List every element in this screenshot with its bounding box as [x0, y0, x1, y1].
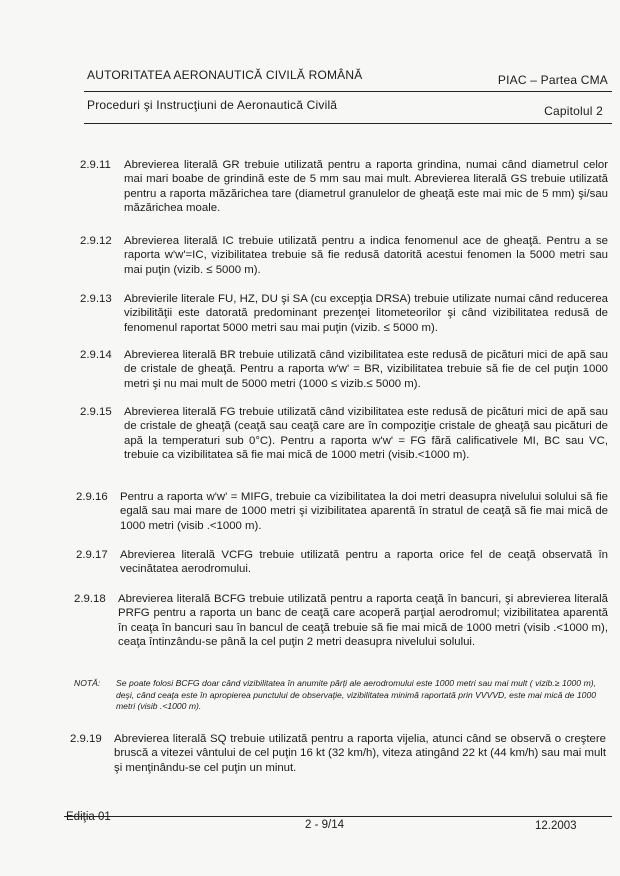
- note-label: NOTĂ:: [74, 678, 101, 688]
- paragraph-number: 2.9.11: [80, 159, 111, 171]
- note-block: [74, 678, 596, 713]
- paragraph-number: 2.9.16: [76, 491, 108, 503]
- paragraph-text: Abrevierile literale FU, HZ, DU şi SA (cu excepţia DRSA) trebuie utilizate numai când reducerea vizibilităţii este datorată predominant prezenţei litometeorilor şi când vizibilitatea redusă de fenomenul raportat 5000 metri sau mai puţin (vizib. ≤ 5000 m).: [124, 293, 608, 334]
- paragraph-number: 2.9.19: [70, 733, 102, 745]
- header-subtitle: Proceduri şi Instrucţiuni de Aeronautică Civilă: [87, 98, 338, 112]
- paragraph-number: 2.9.13: [80, 293, 112, 305]
- paragraph-2-9-17: [76, 548, 608, 577]
- paragraph-number: 2.9.17: [76, 549, 108, 561]
- header-publication: PIAC – Partea CMA: [497, 73, 608, 87]
- paragraph-number: 2.9.15: [80, 406, 112, 418]
- note-text: Se poate folosi BCFG doar când vizibilitatea în anumite părţi ale aerodromului este 1000 metri sau mai mult ( vizib.≥ 1000 m), deşi, când ceaţa este în apropierea punctului de observaţie, vizibilitatea minimă raportată prin VVVVD, este mai mică de 1000 metri (visib .<1000 m).: [116, 678, 596, 712]
- footer-date: 12.2003: [535, 820, 577, 832]
- header-authority: AUTORITATEA AERONAUTICĂ CIVILĂ ROMÂNĂ: [87, 68, 363, 82]
- paragraph-2-9-12: [80, 234, 608, 277]
- paragraph-2-9-11: [80, 158, 608, 215]
- footer-divider: [64, 816, 612, 817]
- paragraph-text: Abrevierea literală SQ trebuie utilizată pentru a raporta vijelia, atunci când se observă o creştere bruscă a vitezei vântului de cel puţin 16 kt (32 km/h), viteza atingând 22 kt (44 km/h) sau mai mult şi menţinându-se cel puţin un minut.: [114, 733, 606, 774]
- paragraph-text: Abrevierea literală BR trebuie utilizată când vizibilitatea este redusă de picături mici de apă sau de cristale de gheaţă. Pentru a raporta w'w' = BR, vizibilitatea trebuie să fie de cel puţin 1000 metri şi nu mai mult de 5000 metri (1000 ≤ vizib.≤ 5000 m).: [124, 349, 608, 390]
- paragraph-2-9-14: [80, 348, 608, 391]
- paragraph-2-9-19: [70, 732, 606, 775]
- header-divider: [84, 91, 612, 92]
- paragraph-text: Abrevierea literală FG trebuie utilizată când vizibilitatea este redusă de picături mici de apă sau de cristale de gheaţă (ceaţă sau ceaţă care are în compoziţie cristale de gheaţă sau picături de apă la temperaturi sub 0°C). Pentru a raporta w'w' = FG fără calificativele MI, BC sau VC, trebuie ca vizibilitatea să fie mai mică de 1000 metri (visib.<1000 m).: [124, 406, 608, 461]
- paragraph-2-9-18: [74, 592, 608, 649]
- paragraph-text: Abrevierea literală IC trebuie utilizată pentru a indica fenomenul ace de gheaţă. Pentru a se raporta w'w'=IC, vizibilitatea trebuie să fie redusă datorită acestui fenomen la 5000 metri sau mai puţin (vizib. ≤ 5000 m).: [124, 235, 608, 276]
- paragraph-text: Abrevierea literală VCFG trebuie utilizată pentru a raporta orice fel de ceaţă observată în vecinătatea aerodromului.: [120, 549, 608, 576]
- paragraph-number: 2.9.14: [80, 349, 112, 361]
- paragraph-number: 2.9.18: [74, 593, 106, 605]
- header-divider: [84, 123, 612, 124]
- footer-page-number: 2 - 9/14: [305, 819, 344, 831]
- paragraph-text: Abrevierea literală GR trebuie utilizată pentru a raporta grindina, numai când diametrul celor mai mari boabe de grindină este de 5 mm sau mai mult. Abrevierea literală GS trebuie utilizată pentru a raporta măzărichea tare (diametrul granulelor de gheaţă este mai mic de 5 mm) şi/sau măzărichea moale.: [124, 159, 608, 214]
- footer-edition: Ediţia 01: [66, 811, 111, 823]
- paragraph-number: 2.9.12: [80, 235, 112, 247]
- paragraph-2-9-16: [76, 490, 608, 533]
- header-chapter: Capitolul 2: [544, 104, 603, 118]
- paragraph-text: Abrevierea literală BCFG trebuie utilizată pentru a raporta ceaţă în bancuri, şi abrevierea literală PRFG pentru a raporta un banc de ceaţă care acoperă parţial aerodromul; vizibilitatea aparentă în ceaţa în bancuri sau în bancul de ceaţă trebuie să fie mai mică de 1000 metri (visib .<1000 m), ceaţa întinzându-se până la cel puţin 2 metri deasupra nivelului solului.: [118, 593, 608, 648]
- paragraph-text: Pentru a raporta w'w' = MIFG, trebuie ca vizibilitatea la doi metri deasupra nivelului solului să fie egală sau mai mare de 1000 metri şi vizibilitatea aparentă în stratul de ceaţă să fie mai mică de 1000 metri (visib .<1000 m).: [120, 491, 608, 532]
- paragraph-2-9-15: [80, 405, 608, 462]
- paragraph-2-9-13: [80, 292, 608, 335]
